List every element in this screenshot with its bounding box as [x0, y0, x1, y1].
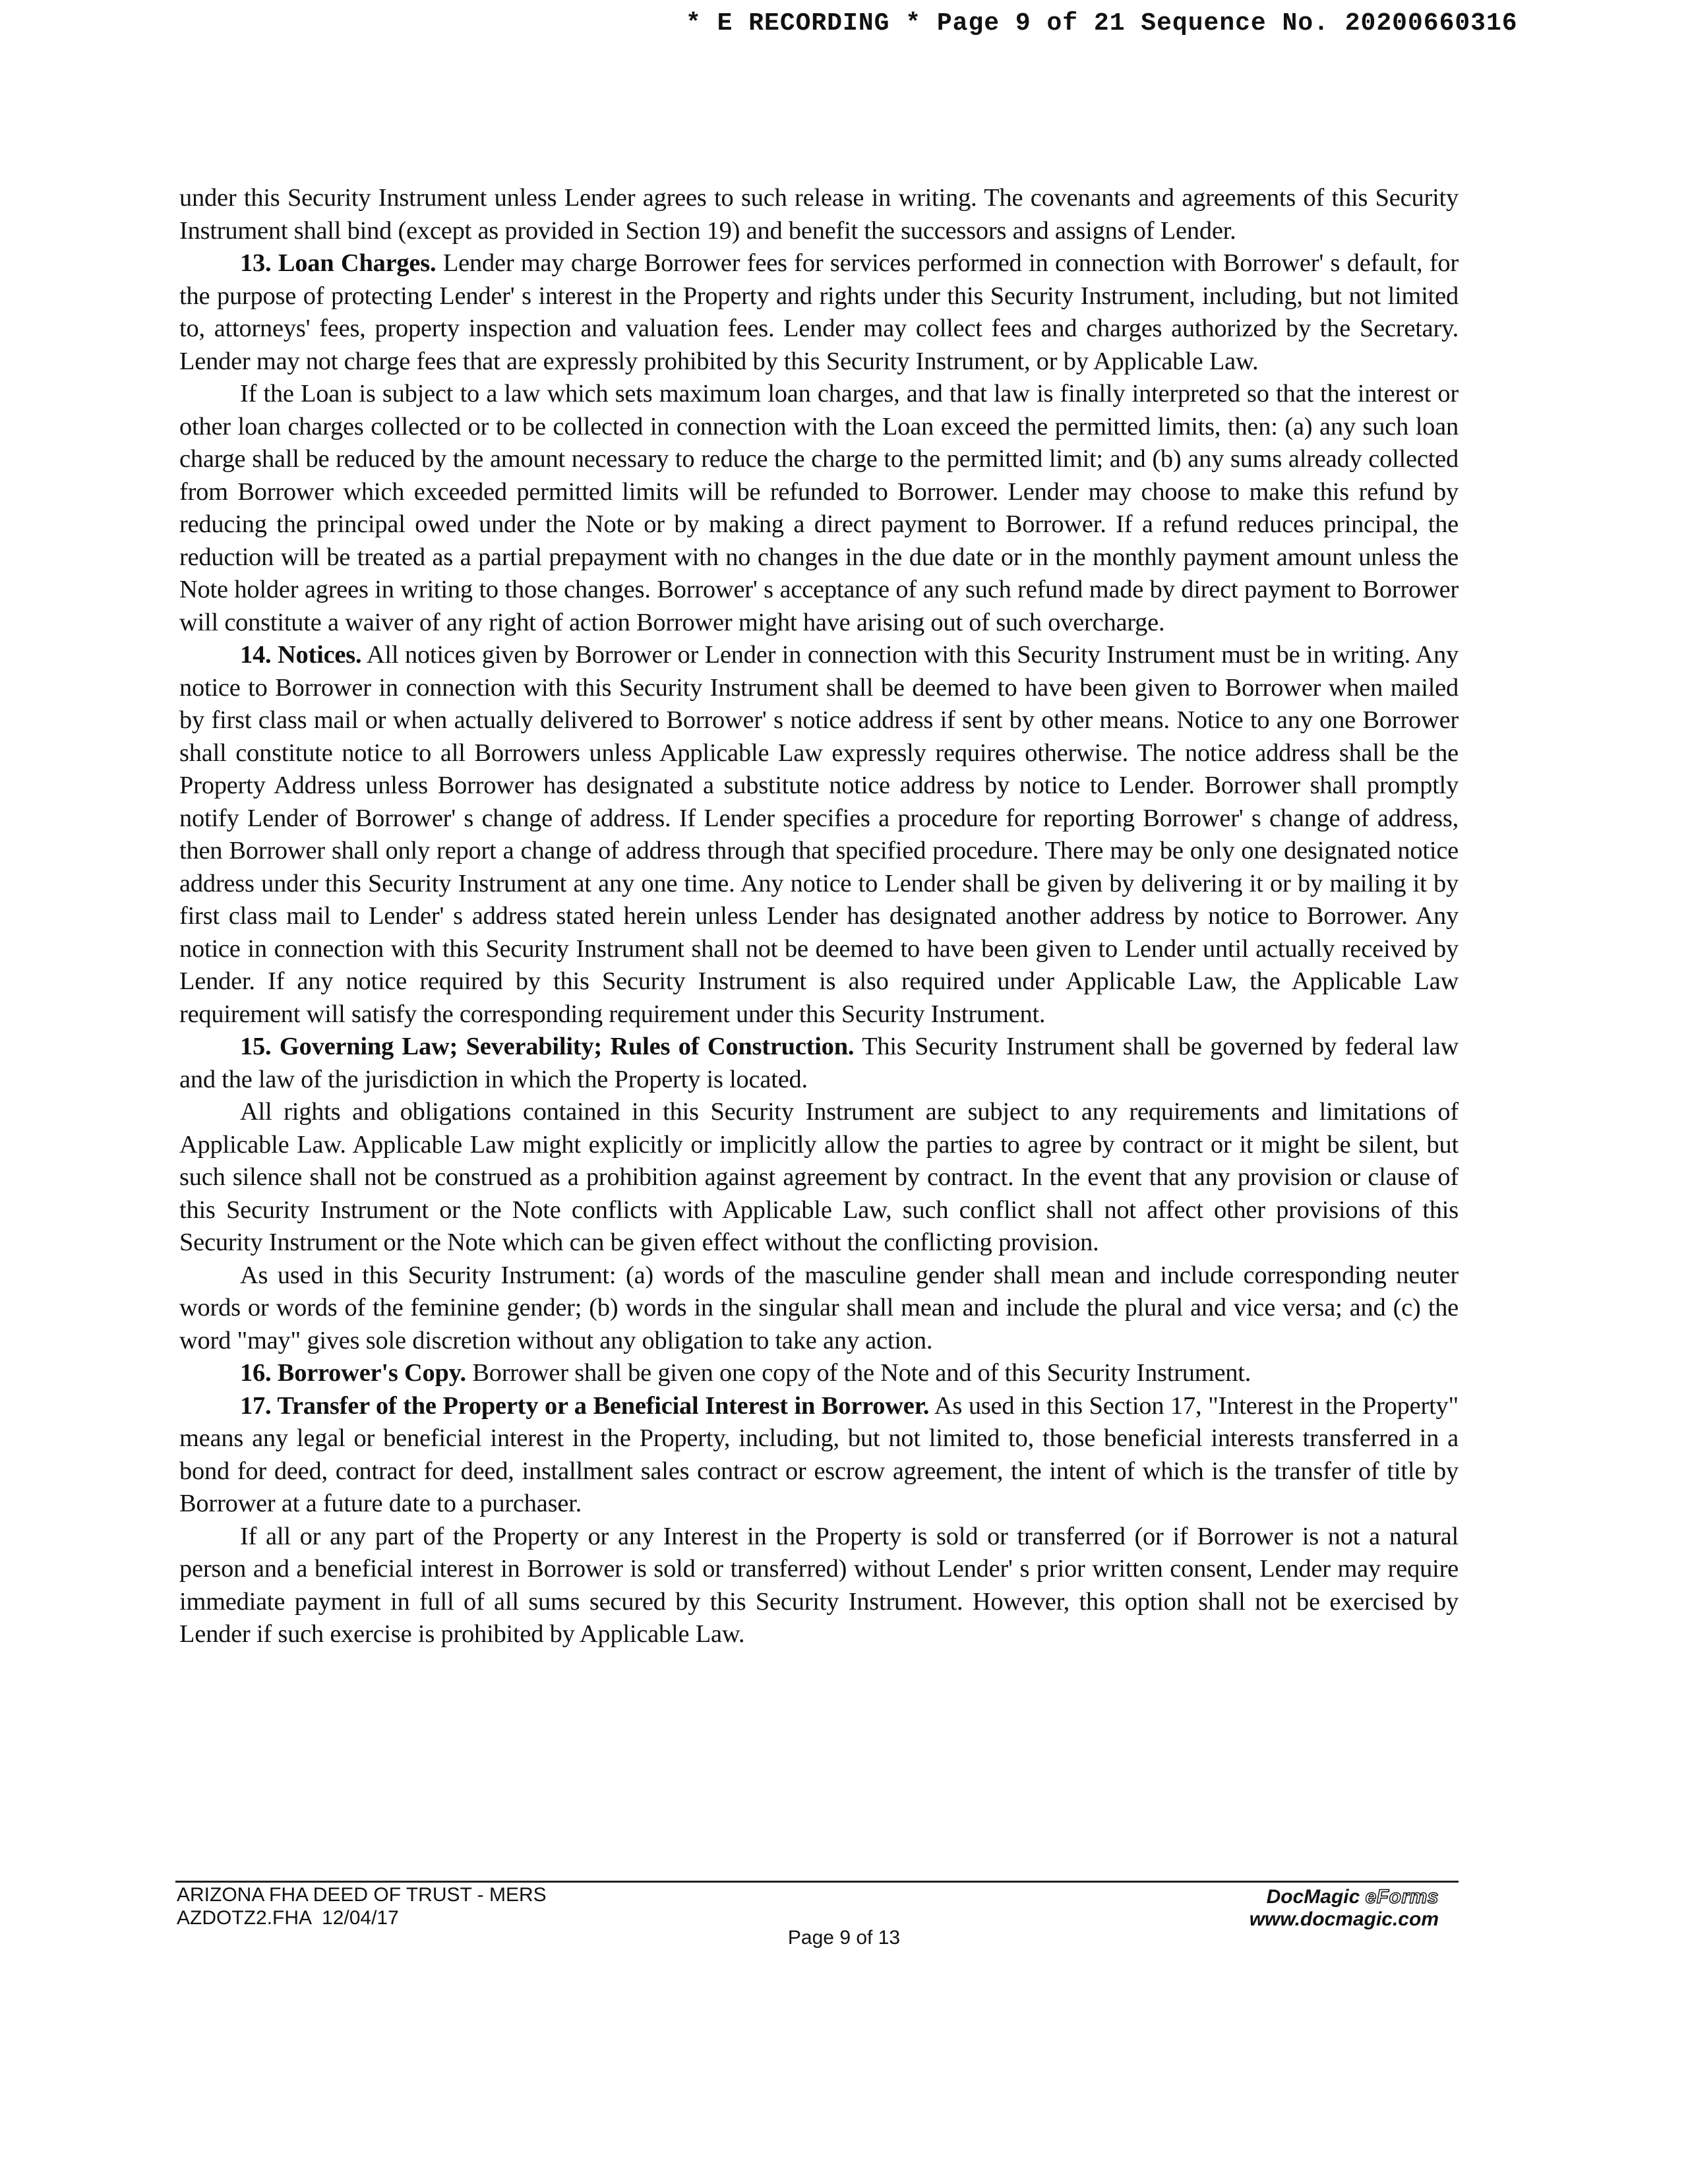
recording-header: * E RECORDING * Page 9 of 21 Sequence No. 20200660316	[686, 9, 1518, 38]
paragraph-continuation: under this Security Instrument unless Lender agrees to such release in writing. The covenants and agreements of this Security Instrument shall bind (except as provided in Section 19) and benefit the successors and assigns of Lender.	[179, 184, 1459, 245]
section-17-heading: 17. Transfer of the Property or a Beneficial Interest in Borrower.	[240, 1391, 930, 1420]
footer-form-title: ARIZONA FHA DEED OF TRUST - MERS	[177, 1884, 547, 1906]
section-15-paragraph-2: All rights and obligations contained in this Security Instrument are subject to any requirements and limitations of Applicable Law. Applicable Law might explicitly or implicitly allow the parties to agree by contract or it might be silent, but such silence shall not be construed as a prohibition against agreement by contract. In the event that any provision or clause of this Security Instrument or the Note conflicts with Applicable Law, such conflict shall not affect other provisions of this Security Instrument or the Note which can be given effect without the conflicting provision.	[179, 1098, 1459, 1256]
section-14-heading: 14. Notices.	[240, 641, 362, 669]
page-number: Page 9 of 13	[787, 1927, 901, 1949]
section-17-transfer	[179, 1390, 1459, 1521]
footer-form-info	[177, 1883, 547, 1929]
brand-name: DocMagic	[1266, 1886, 1366, 1908]
footer-form-code: AZDOTZ2.FHA 12/04/17	[177, 1907, 399, 1929]
document-body	[179, 182, 1459, 1651]
section-15-governing-law	[179, 1031, 1459, 1096]
section-14-text: All notices given by Borrower or Lender in connection with this Security Instrument must be in writing. Any notice to Borrower in connection with this Security Instrument shall be deemed to have been given to Borrower when mailed by first class mail or when actually delivered to Borrower' s notice address if sent by other means. Notice to any one Borrower shall constitute notice to all Borrowers unless Applicable Law expressly requires otherwise. The notice address shall be the Property Address unless Borrower has designated a substitute notice address by notice to Lender. Borrower shall promptly notify Lender of Borrower' s change of address. If Lender specifies a procedure for reporting Borrower' s change of address, then Borrower shall only report a change of address through that specified procedure. There may be only one designated notice address under this Security Instrument at any one time. Any notice to Lender shall be given by delivering it or by mailing it by first class mail to Lender' s address stated herein unless Lender has designated another address by notice to Borrower. Any notice in connection with this Security Instrument shall not be deemed to have been given to Lender until actually received by Lender. If any notice required by this Security Instrument is also required under Applicable Law, the Applicable Law requirement will satisfy the corresponding requirement under this Security Instrument.	[179, 641, 1459, 1028]
section-17-text: As used in this Section 17, "Interest in the Property" means any legal or beneficial interest in the Property, including, but not limited to, those beneficial interests transferred in a bond for deed, contract for deed, installment sales contract or escrow agreement, the intent of which is the transfer of title by Borrower at a future date to a purchaser.	[179, 1391, 1459, 1517]
section-16-borrowers-copy	[179, 1357, 1459, 1390]
footer-brand	[1167, 1886, 1439, 1931]
section-13-loan-charges	[179, 247, 1459, 378]
section-13-paragraph-2: If the Loan is subject to a law which sets maximum loan charges, and that law is finally interpreted so that the interest or other loan charges collected or to be collected in connection with the Loan exceed the permitted limits, then: (a) any such loan charge shall be reduced by the amount necessary to reduce the charge to the permitted limit; and (b) any sums already collected from Borrower which exceeded permitted limits will be refunded to Borrower. Lender may choose to make this refund by reducing the principal owed under the Note or by making a direct payment to Borrower. If a refund reduces principal, the reduction will be treated as a partial prepayment with no changes in the due date or in the monthly payment amount unless the Note holder agrees in writing to those changes. Borrower' s acceptance of any such refund made by direct payment to Borrower will constitute a waiver of any right of action Borrower might have arising out of such overcharge.	[179, 380, 1459, 636]
docmagic-logo	[1167, 1886, 1439, 1908]
eforms-logo: eForms	[1365, 1886, 1439, 1908]
section-15-paragraph-3: As used in this Security Instrument: (a) words of the masculine gender shall mean and include corresponding neuter words or words of the feminine gender; (b) words in the singular shall mean and include the plural and vice versa; and (c) the word "may" gives sole discretion without any obligation to take any action.	[179, 1261, 1459, 1354]
section-13-heading: 13. Loan Charges.	[240, 249, 437, 277]
section-17-paragraph-2: If all or any part of the Property or any Interest in the Property is sold or transferred (or if Borrower is not a natural person and a beneficial interest in Borrower is sold or transferred) without Lender' s prior written consent, Lender may require immediate payment in full of all sums secured by this Security Instrument. However, this option shall not be exercised by Lender if such exercise is prohibited by Applicable Law.	[179, 1522, 1459, 1648]
section-15-heading: 15. Governing Law; Severability; Rules of Construction.	[240, 1033, 855, 1060]
section-13-text: Lender may charge Borrower fees for services performed in connection with Borrower' s default, for the purpose of protecting Lender' s interest in the Property and rights under this Security Instrument, including, but not limited to, attorneys' fees, property inspection and valuation fees. Lender may collect fees and charges authorized by the Secretary. Lender may not charge fees that are expressly prohibited by this Security Instrument, or by Applicable Law.	[179, 249, 1459, 375]
section-16-heading: 16. Borrower's Copy.	[240, 1359, 466, 1387]
brand-website: www.docmagic.com	[1249, 1908, 1439, 1930]
footer-divider	[175, 1881, 1459, 1883]
section-15-text: This Security Instrument shall be governed by federal law and the law of the jurisdiction in which the Property is located.	[179, 1033, 1459, 1093]
section-16-text: Borrower shall be given one copy of the Note and of this Security Instrument.	[466, 1359, 1251, 1387]
section-14-notices	[179, 639, 1459, 1031]
